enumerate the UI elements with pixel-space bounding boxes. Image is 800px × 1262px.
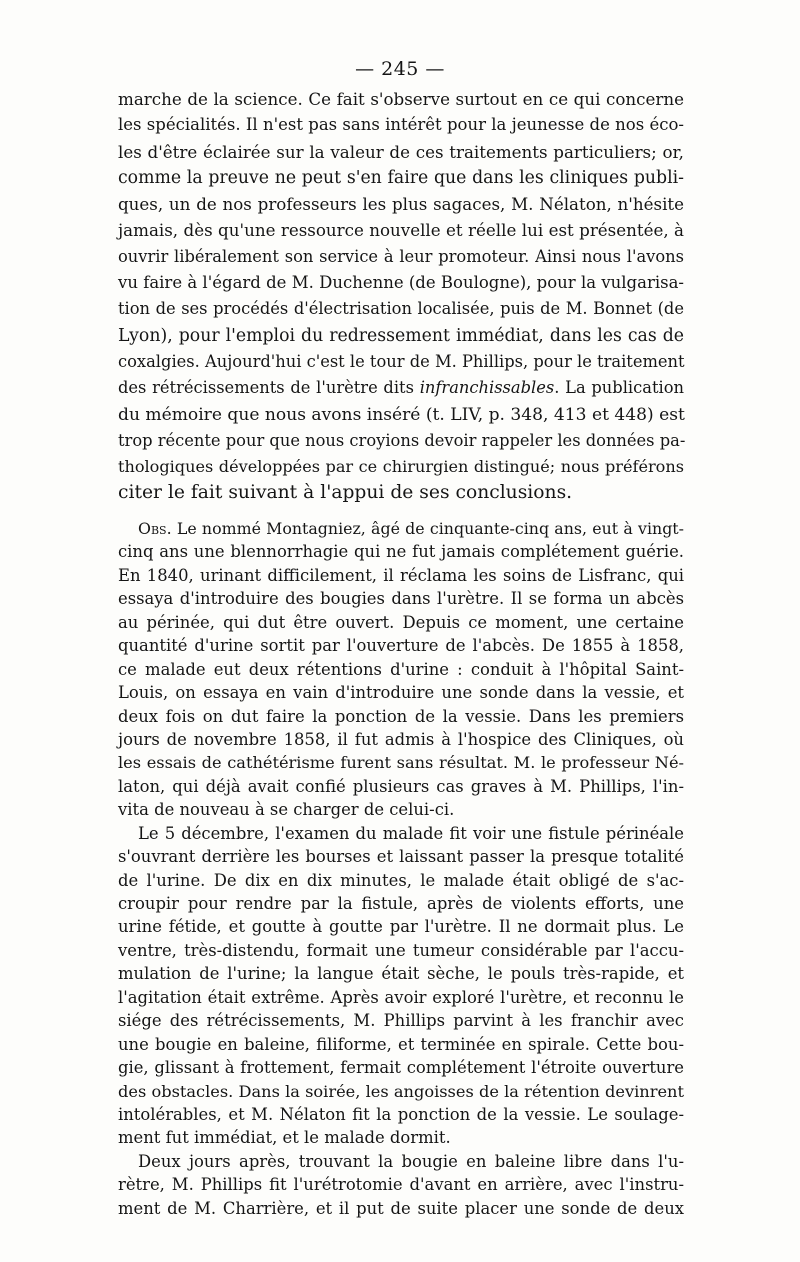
- text-line: vu faire à l'égard de M. Duchenne (de Boulogne), pour la vulgarisa-: [118, 273, 684, 293]
- text-line: rètre, M. Phillips fit l'urétrotomie d'avant en arrière, avec l'instru-: [118, 1175, 684, 1195]
- text-line: coxalgies. Aujourd'hui c'est le tour de M. Phillips, pour le traitement: [118, 351, 685, 371]
- text-line: l'agitation était extrême. Après avoir exploré l'urètre, et reconnu le: [118, 987, 684, 1007]
- text-line: jours de novembre 1858, il fut admis à l'hospice des Cliniques, où: [118, 729, 684, 749]
- text-run: Le nommé Montagniez, âgé de cinquante-cinq ans, eut à vingt-: [171, 519, 684, 538]
- text-line: thologiques développées par ce chirurgien distingué; nous préférons: [118, 457, 684, 477]
- text-line: ce malade eut deux rétentions d'urine : conduit à l'hôpital Saint-: [118, 659, 684, 679]
- text-line: ment de M. Charrière, et il put de suite placer une sonde de deux: [118, 1198, 684, 1218]
- text-line: une bougie en baleine, filiforme, et terminée en spirale. Cette bou-: [118, 1034, 684, 1054]
- text-line: trop récente pour que nous croyions devoir rappeler les données pa-: [118, 430, 686, 450]
- text-line: les d'être éclairée sur la valeur de ces traitements particuliers; or,: [118, 141, 684, 162]
- text-line: essaya d'introduire des bougies dans l'urètre. Il se forma un abcès: [118, 589, 684, 609]
- text-line: quantité d'urine sortit par l'ouverture de l'abcès. De 1855 à 1858,: [118, 636, 684, 656]
- text-line: tion de ses procédés d'électrisation localisée, puis de M. Bonnet (de: [118, 299, 684, 319]
- text-line: mulation de l'urine; la langue était sèche, le pouls très-rapide, et: [118, 964, 684, 984]
- paragraph-intro: [118, 86, 684, 507]
- text-run: des rétrécissements de l'urètre dits: [118, 378, 420, 398]
- text-line: au périnée, qui dut être ouvert. Depuis ce moment, une certaine: [118, 612, 684, 632]
- text-line: Lyon), pour l'emploi du redressement immédiat, dans les cas de: [118, 325, 684, 346]
- text-line: ventre, très-distendu, formait une tumeur considérable par l'accu-: [118, 940, 684, 960]
- text-line: ques, un de nos professeurs les plus sagaces, M. Nélaton, n'hésite: [118, 194, 684, 215]
- text-line: les essais de cathétérisme furent sans résultat. M. le professeur Né-: [118, 753, 684, 773]
- text-line: Le 5 décembre, l'examen du malade fit voir une fistule périnéale: [138, 823, 684, 843]
- text-line: croupir pour rendre par la fistule, après de violents efforts, une: [118, 894, 684, 913]
- text-line: s'ouvrant derrière les bourses et laissant passer la presque totalité: [118, 847, 684, 867]
- text-line: ouvrir libéralement son service à leur promoteur. Ainsi nous l'avons: [118, 246, 684, 266]
- text-line: du mémoire que nous avons inséré (t. LIV, p. 348, 413 et 448) est: [118, 404, 685, 425]
- text-line: ment fut immédiat, et le malade dormit.: [118, 1128, 451, 1148]
- text-line: de l'urine. De dix en dix minutes, le malade était obligé de s'ac-: [118, 870, 684, 890]
- text-line: les spécialités. Il n'est pas sans intérêt pour la jeunesse de nos éco-: [118, 115, 684, 135]
- text-line: vita de nouveau à se charger de celui-ci.: [118, 800, 455, 820]
- text-line: Deux jours après, trouvant la bougie en baleine libre dans l'u-: [138, 1151, 684, 1171]
- page-number: — 245 —: [355, 58, 445, 80]
- observation-label: Obs.: [138, 519, 172, 538]
- text-line: gie, glissant à frottement, fermait complétement l'étroite ouverture: [118, 1058, 684, 1078]
- text-line: citer le fait suivant à l'appui de ses conclusions.: [118, 482, 573, 504]
- text-line: En 1840, urinant difficilement, il réclama les soins de Lisfranc, qui: [118, 565, 684, 585]
- text-line: urine fétide, et goutte à goutte par l'urètre. Il ne dormait plus. Le: [118, 917, 684, 937]
- text-line: siége des rétrécissements, M. Phillips parvint à les franchir avec: [118, 1011, 684, 1031]
- text-line: [118, 517, 684, 540]
- text-line: cinq ans une blennorrhagie qui ne fut jamais complétement guérie.: [118, 542, 684, 562]
- text-line: deux fois on dut faire la ponction de la vessie. Dans les premiers: [118, 706, 684, 726]
- text-line: jamais, dès qu'une ressource nouvelle et réelle lui est présentée, à: [118, 220, 684, 241]
- text-line: [118, 375, 684, 401]
- text-line: des obstacles. Dans la soirée, les angoisses de la rétention devinrent: [118, 1081, 684, 1101]
- observation-block: [118, 517, 684, 1220]
- text-line: intolérables, et M. Nélaton fit la ponction de la vessie. Le soulage-: [118, 1104, 684, 1124]
- text-run: . La publication: [554, 378, 684, 398]
- text-line: laton, qui déjà avait confié plusieurs cas graves à M. Phillips, l'in-: [118, 776, 684, 796]
- italic-term: infranchissables: [419, 378, 555, 398]
- text-line: marche de la science. Ce fait s'observe surtout en ce qui concerne: [118, 89, 684, 109]
- text-line: comme la preuve ne peut s'en faire que dans les cliniques publi-: [118, 167, 684, 188]
- text-line: Louis, on essaya en vain d'introduire une sonde dans la vessie, et: [118, 683, 684, 703]
